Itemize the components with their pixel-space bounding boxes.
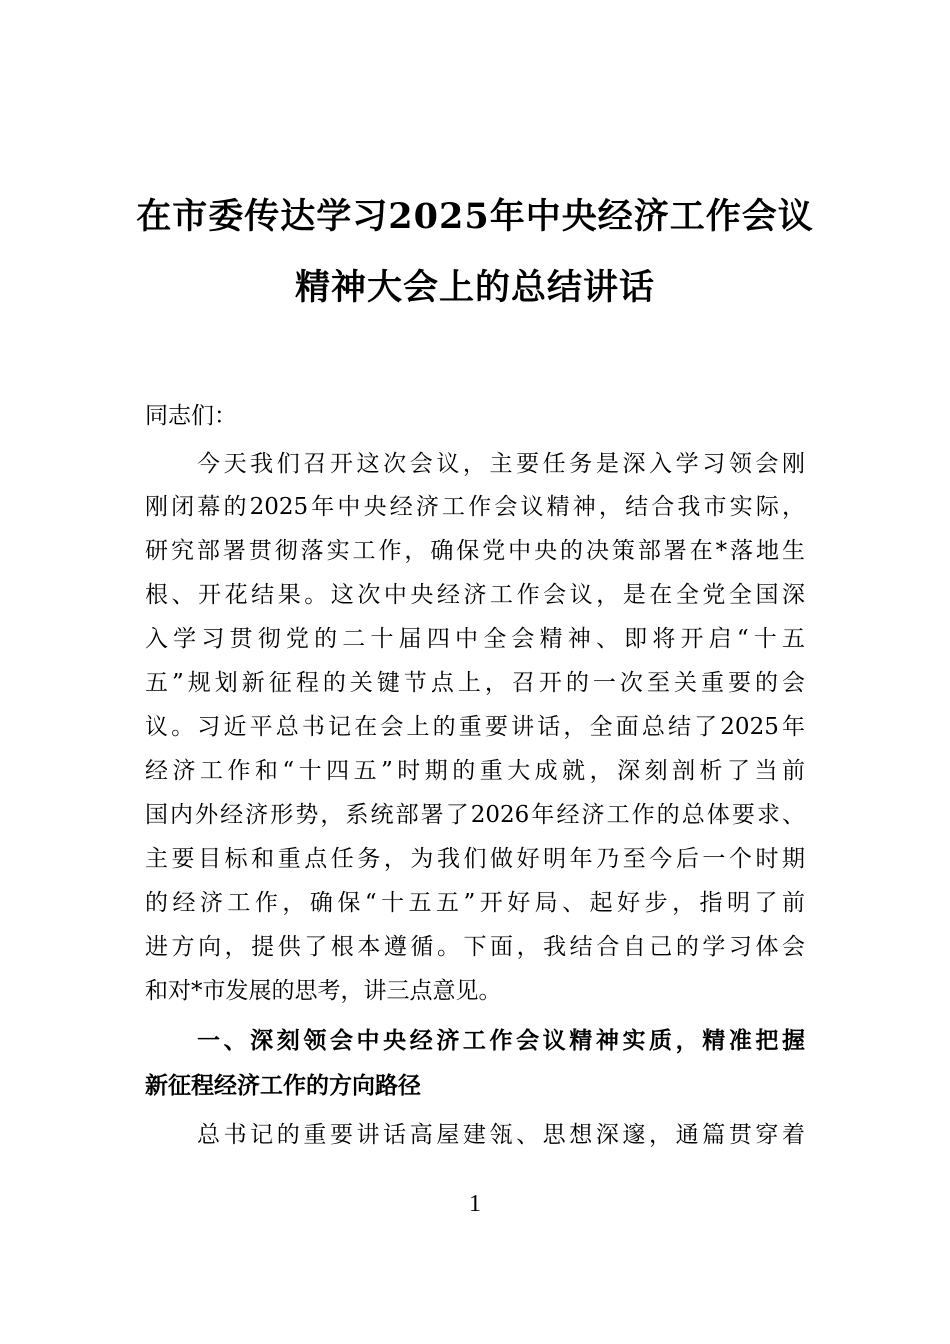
paragraph-line: 根、开花结果。这次中央经济工作会议，是在全党全国深 <box>145 582 805 608</box>
paragraph-line: 入学习贯彻党的二十届四中全会精神、即将开启“十五 <box>145 626 805 652</box>
page-number: 1 <box>469 1191 481 1217</box>
salutation: 同志们： <box>145 403 237 429</box>
section-heading-line-2: 新征程经济工作的方向路径 <box>145 1073 421 1099</box>
paragraph-line: 国内外经济形势，系统部署了2026年经济工作的总体要求、 <box>145 802 805 828</box>
paragraph-line: 进方向，提供了根本遵循。下面，我结合自己的学习体会 <box>145 934 805 960</box>
paragraph-line: 刚闭幕的2025年中央经济工作会议精神，结合我市实际， <box>145 494 805 520</box>
paragraph-line: 经济工作和“十四五”时期的重大成就，深刻剖析了当前 <box>145 758 805 784</box>
paragraph-line: 主要目标和重点任务，为我们做好明年乃至今后一个时期 <box>145 846 805 872</box>
document-title-line-1: 在市委传达学习2025年中央经济工作会议 <box>136 196 814 237</box>
paragraph-line: 议。习近平总书记在会上的重要讲话，全面总结了2025年 <box>145 714 805 740</box>
document-title-line-2: 精神大会上的总结讲话 <box>294 267 655 308</box>
paragraph-line: 五”规划新征程的关键节点上，召开的一次至关重要的会 <box>145 670 805 696</box>
paragraph-line: 研究部署贯彻落实工作，确保党中央的决策部署在*落地生 <box>145 538 805 564</box>
paragraph-line: 总书记的重要讲话高屋建瓴、思想深邃，通篇贯穿着 <box>197 1122 805 1148</box>
section-heading-line-1: 一、深刻领会中央经济工作会议精神实质，精准把握 <box>197 1028 805 1054</box>
paragraph-line: 今天我们召开这次会议，主要任务是深入学习领会刚 <box>197 451 805 477</box>
paragraph-line: 和对*市发展的思考，讲三点意见。 <box>145 978 502 1004</box>
paragraph-line: 的经济工作，确保“十五五”开好局、起好步，指明了前 <box>145 890 805 916</box>
